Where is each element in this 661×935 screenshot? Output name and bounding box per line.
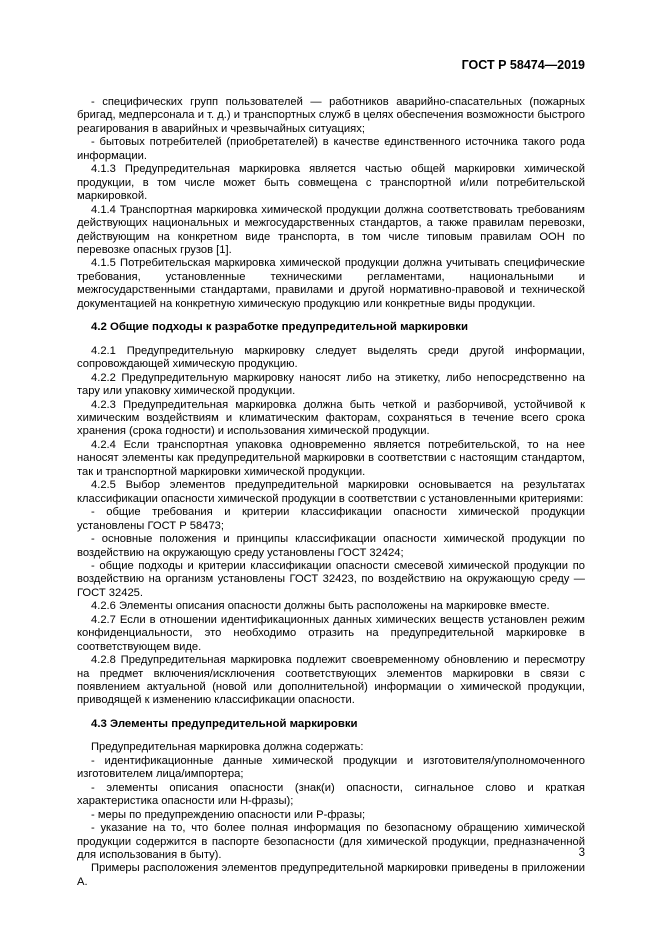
paragraph: 4.1.3 Предупредительная маркировка является частью общей маркировки химической продукции, в том числе может быть совмещена с транспортной и/или потребительской маркировкой. xyxy=(77,163,585,203)
paragraph: 4.2.8 Предупредительная маркировка подлежит своевременному обновлению и пересмотру на предмет включения/исключения соответствующих элементов маркировки в связи с появлением актуальной (новой или дополнительной) информации о химической продукции, приводящей к изменению классификации опасности. xyxy=(77,654,585,707)
document-code: ГОСТ Р 58474—2019 xyxy=(461,58,585,72)
list-item: - меры по предупреждению опасности или Р-фразы; xyxy=(91,808,366,821)
paragraph: 4.2.4 Если транспортная упаковка одновременно является потребительской, то на нее наносят элементы как предупредительной маркировки в соответствии с настоящим стандартом, так и транспортной маркировки химической продукции. xyxy=(77,438,585,478)
paragraph: - бытовых потребителей (приобретателей) в качестве единственного источника такого рода информации. xyxy=(77,136,585,162)
paragraph: - специфических групп пользователей — работников аварийно-спасательных (пожарных бригад, медперсонала и т. д.) и транспортных служб в целях обеспечения возможности быстрого реагирования в аварийных и чрезвычайных ситуациях; xyxy=(77,96,585,135)
paragraph: 4.2.7 Если в отношении идентификационных данных химических веществ установлен режим конфиденциальности, это необходимо отразить на предупредительной маркировке в соответствующем виде. xyxy=(77,613,585,653)
paragraph: 4.2.2 Предупредительную маркировку наносят либо на этикетку, либо непосредственно на тару или упаковку химической продукции. xyxy=(77,371,585,398)
paragraph: Предупредительная маркировка должна содержать: xyxy=(91,741,364,754)
paragraph: 4.2.6 Элементы описания опасности должны быть расположены на маркировке вместе. xyxy=(91,600,550,613)
section-heading: 4.2 Общие подходы к разработке предупредительной маркировки xyxy=(91,321,468,334)
list-item: - общие требования и критерии классификации опасности химической продукции установлены ГОСТ Р 58473; xyxy=(77,506,585,532)
list-item: - общие подходы и критерии классификации опасности смесевой химической продукции по воздействию на организм установлены ГОСТ 32423, по воздействию на окружающую среду — ГОСТ 32425. xyxy=(77,559,585,599)
document-body xyxy=(77,96,585,889)
paragraph: 4.1.4 Транспортная маркировка химической продукции должна соответствовать требованиям действующих национальных и межгосударственных стандартов, а также правилам перевозки, действующим на конкретном виде транспорта, в том числе типовым правилам ООН по перевозке опасных грузов [1]. xyxy=(77,203,585,256)
list-item: - указание на то, что более полная информация по безопасному обращению химической продукции содержится в паспорте безопасности (для химической продукции, предназначенной для использования в быту). xyxy=(77,822,585,862)
paragraph: 4.2.5 Выбор элементов предупредительной маркировки основывается на результатах классификации опасности химической продукции в соответствии с установленными критериями: xyxy=(77,479,585,505)
list-item: - идентификационные данные химической продукции и изготовителя/уполномоченного изготовителем лица/импортера; xyxy=(77,754,585,781)
paragraph: 4.1.5 Потребительская маркировка химической продукции должна учитывать специфические требования, установленные техническими регламентами, национальными и межгосударственными стандартами, правилами и другой нормативно-правовой и технической документацией на конкретную химическую продукцию или конкретные виды продукции. xyxy=(77,257,585,310)
list-item: - элементы описания опасности (знак(и) опасности, сигнальное слово и краткая характеристика опасности или Н-фразы); xyxy=(77,781,585,808)
paragraph: Примеры расположения элементов предупредительной маркировки приведены в приложении А. xyxy=(77,862,585,888)
list-item: - основные положения и принципы классификации опасности химической продукции по воздействию на окружающую среду установлены ГОСТ 32424; xyxy=(77,533,585,559)
paragraph: 4.2.1 Предупредительную маркировку следует выделять среди другой информации, сопровождающей химическую продукцию. xyxy=(77,344,585,371)
section-heading: 4.3 Элементы предупредительной маркировки xyxy=(91,717,358,730)
page-number: 3 xyxy=(578,847,585,859)
paragraph: 4.2.3 Предупредительная маркировка должна быть четкой и разборчивой, устойчивой к химическим воздействиям и климатическим факторам, сохраняться в течение всего срока хранения (срока годности) и использования химической продукции. xyxy=(77,398,585,438)
